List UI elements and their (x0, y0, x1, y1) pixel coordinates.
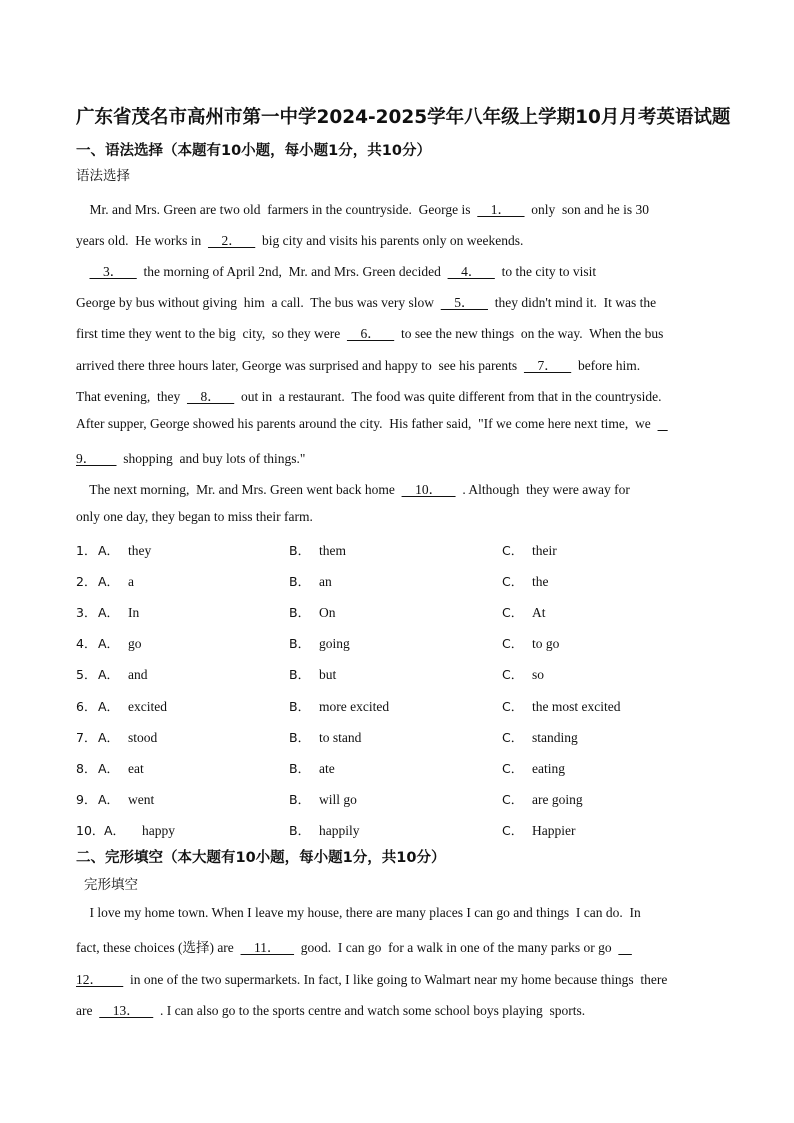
section-1-line (76, 447, 305, 467)
option-letter: B． (289, 574, 311, 590)
option-c[interactable] (502, 759, 565, 777)
passage-text: After supper, George showed his parents around the city. His father said, "If we come here next time, we (76, 415, 658, 431)
option-text: eat (128, 760, 144, 776)
option-c[interactable] (502, 790, 583, 808)
option-b[interactable] (289, 634, 350, 652)
option-text: but (319, 667, 337, 683)
option-a[interactable] (76, 821, 175, 839)
section-2-line (76, 999, 585, 1019)
answer-blank[interactable]: 13． (99, 1002, 154, 1018)
passage-text: before him. (571, 357, 641, 373)
passage-text: to the city to visit (494, 264, 597, 280)
answer-blank[interactable]: 4． (447, 264, 495, 280)
option-letter: A． (98, 667, 120, 683)
answer-blank[interactable] (618, 940, 632, 956)
passage-text: years old. He works in (76, 233, 208, 249)
option-letter: C． (502, 543, 524, 558)
question-number: 7． (76, 729, 97, 745)
option-b[interactable] (289, 665, 336, 683)
option-text: Happier (532, 822, 576, 838)
option-text: excited (128, 698, 167, 714)
section-2-heading: 二、完形填空（本大题有10小题，每小题1分，共10分） (76, 850, 446, 866)
option-letter: C． (502, 698, 524, 714)
option-text: to stand (319, 729, 362, 745)
option-text: At (532, 605, 546, 621)
question-number: 9． (76, 791, 97, 807)
option-text: went (128, 791, 155, 807)
question-number: 3． (76, 605, 97, 621)
answer-blank[interactable]: 7． (523, 357, 572, 373)
option-c[interactable] (502, 541, 557, 559)
option-b[interactable] (289, 728, 361, 746)
option-letter: A． (98, 605, 120, 621)
section-1-line (76, 260, 596, 280)
option-text: are going (532, 791, 583, 807)
option-b[interactable] (289, 697, 389, 715)
option-a[interactable] (76, 665, 148, 683)
question-number: 5． (76, 667, 97, 683)
answer-blank[interactable]: 2． (207, 233, 256, 249)
option-letter: A． (98, 636, 120, 652)
passage-text: shopping and buy lots of things." (116, 450, 306, 466)
section-1-line (76, 478, 630, 498)
option-text: them (319, 543, 346, 558)
passage-text: . I can also go to the sports centre and watch some school boys playing sports. (153, 1002, 586, 1018)
passage-text: good. I can go for a walk in one of the many parks or go (294, 940, 619, 956)
answer-blank[interactable]: 9． (76, 450, 117, 466)
passage-text: Mr. and Mrs. Green are two old farmers in the countryside. George is (76, 202, 478, 217)
option-a[interactable] (76, 790, 154, 808)
option-letter: B． (289, 667, 311, 683)
option-letter: C． (502, 667, 524, 683)
passage-text: in one of the two supermarkets. In fact, I like going to Walmart near my home because things there (123, 971, 668, 987)
option-text: On (319, 605, 336, 621)
option-letter: B． (289, 760, 311, 776)
option-text: happy (142, 822, 175, 838)
option-text: more excited (319, 698, 390, 714)
passage-text: big city and visits his parents only on weekends. (255, 233, 524, 249)
section-2-line (76, 905, 641, 921)
option-c[interactable] (502, 572, 549, 590)
option-b[interactable] (289, 790, 357, 808)
section-1-line (76, 291, 656, 311)
passage-text: arrived there three hours later, George was surprised and happy to see his parents (76, 357, 524, 373)
option-a[interactable] (76, 603, 139, 621)
option-letter: A． (98, 574, 120, 590)
question-number: 6． (76, 698, 97, 714)
option-letter: C． (502, 605, 524, 621)
option-b[interactable] (289, 603, 336, 621)
section-1-line (76, 229, 523, 249)
option-text: their (532, 543, 557, 558)
section-2-line (76, 936, 632, 956)
option-b[interactable] (289, 821, 360, 839)
answer-blank[interactable]: 11． (240, 940, 295, 956)
passage-text: fact, these choices (选择) are (76, 940, 241, 956)
passage-text: That evening, they (76, 388, 187, 404)
section-1-line (76, 416, 668, 432)
option-a[interactable] (76, 541, 151, 559)
option-c[interactable] (502, 728, 578, 746)
option-a[interactable] (76, 572, 134, 590)
section-1-subheading: 语法选择 (76, 168, 130, 184)
option-text: will go (319, 791, 357, 807)
option-b[interactable] (289, 572, 332, 590)
section-1-line (76, 385, 661, 405)
option-text: happily (319, 822, 360, 838)
option-text: so (532, 667, 545, 683)
passage-text: first time they went to the big city, so they were (76, 326, 347, 342)
option-letter: C． (502, 574, 524, 590)
passage-text: only one day, they began to miss their farm. (76, 509, 313, 524)
option-text: the most excited (532, 698, 621, 714)
answer-blank[interactable]: 5． (440, 295, 488, 311)
answer-blank[interactable]: 1． (477, 202, 525, 217)
passage-text: to see the new things on the way. When the bus (394, 326, 664, 342)
question-number: 2． (76, 574, 97, 590)
passage-text: The next morning, Mr. and Mrs. Green went back home (76, 481, 402, 497)
option-c[interactable] (502, 665, 544, 683)
option-letter: B． (289, 791, 311, 807)
answer-blank[interactable]: 3． (89, 264, 137, 280)
section-1-line (76, 198, 649, 218)
passage-text: only son and he is 30 (524, 202, 650, 217)
section-2-line (76, 968, 667, 988)
option-letter: B． (289, 636, 311, 652)
section-1-heading: 一、语法选择（本题有10小题，每小题1分，共10分） (76, 143, 431, 159)
option-a[interactable] (76, 697, 167, 715)
option-a[interactable] (76, 728, 157, 746)
passage-text (76, 264, 90, 279)
passage-text: . Although they were away for (455, 481, 630, 497)
answer-blank[interactable] (658, 416, 668, 432)
passage-text: they didn't mind it. It was the (487, 295, 657, 311)
passage-text: are (76, 1002, 100, 1018)
passage-text: out in a restaurant. The food was quite different from that in the countryside. (234, 388, 662, 404)
option-letter: C． (502, 791, 524, 807)
option-b[interactable] (289, 759, 335, 777)
answer-blank[interactable]: 8． (186, 388, 235, 404)
answer-blank[interactable]: 6． (346, 326, 395, 342)
option-letter: B． (289, 822, 311, 838)
option-letter: C． (502, 636, 524, 652)
option-letter: A． (98, 729, 120, 745)
passage-text: I love my home town. When I leave my house, there are many places I can go and things I can do. In (76, 905, 641, 920)
page-title: 广东省茂名市高州市第一中学2024-2025学年八年级上学期10月月考英语试题 (76, 107, 731, 128)
option-letter: C． (502, 729, 524, 745)
answer-blank[interactable]: 10． (401, 481, 456, 497)
option-text: standing (532, 729, 578, 745)
option-text: to go (532, 636, 560, 652)
option-letter: A． (98, 698, 120, 714)
option-letter: B． (289, 605, 311, 621)
section-1-line (76, 354, 640, 374)
option-letter: A． (98, 760, 120, 776)
option-letter: A． (98, 791, 120, 807)
passage-text: George by bus without giving him a call. The bus was very slow (76, 295, 441, 311)
passage-text: the morning of April 2nd, Mr. and Mrs. Green decided (136, 264, 448, 280)
option-text: eating (532, 760, 565, 776)
option-letter: B． (289, 729, 311, 745)
question-number: 8． (76, 760, 97, 776)
option-c[interactable] (502, 821, 575, 839)
option-text: and (128, 667, 148, 683)
option-c[interactable] (502, 603, 546, 621)
section-1-line (76, 322, 663, 342)
option-b[interactable] (289, 541, 346, 559)
option-text: an (319, 574, 332, 590)
option-text: they (128, 543, 152, 558)
question-number: 10． (76, 822, 105, 838)
option-letter: A． (104, 822, 126, 838)
option-text: In (128, 605, 140, 621)
option-text: the (532, 574, 549, 590)
question-number: 4． (76, 636, 97, 652)
option-text: a (128, 574, 134, 590)
question-number: 1． (76, 543, 97, 558)
option-letter: B． (289, 698, 311, 714)
option-letter: C． (502, 760, 524, 776)
option-text: going (319, 636, 350, 652)
section-1-line (76, 509, 313, 525)
option-text: ate (319, 760, 335, 776)
option-letter: C． (502, 822, 524, 838)
option-a[interactable] (76, 634, 142, 652)
answer-blank[interactable]: 12． (76, 971, 124, 987)
option-text: go (128, 636, 142, 652)
option-c[interactable] (502, 697, 620, 715)
option-c[interactable] (502, 634, 559, 652)
option-a[interactable] (76, 759, 144, 777)
option-letter: B． (289, 543, 311, 558)
section-2-subheading: 完形填空 (84, 877, 138, 893)
option-letter: A． (98, 543, 120, 558)
option-text: stood (128, 729, 158, 745)
